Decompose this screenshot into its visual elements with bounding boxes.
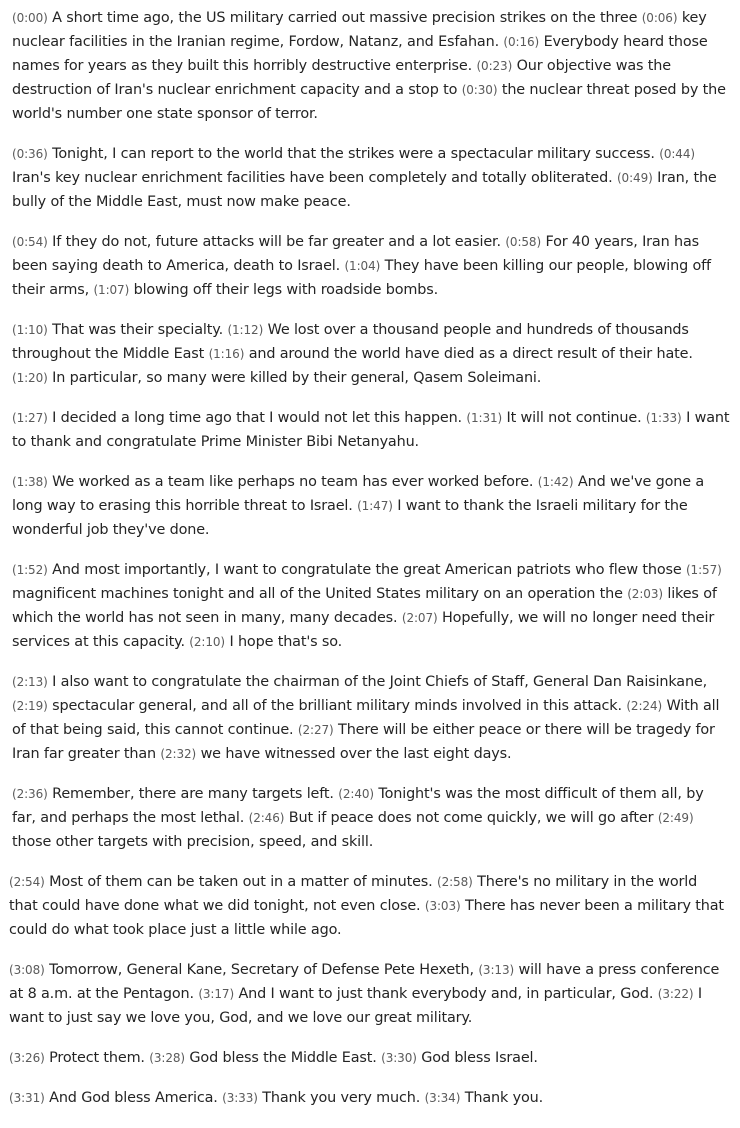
transcript-text: we have witnessed over the last eight days. (196, 746, 512, 762)
timestamp: (2:32) (160, 747, 197, 761)
transcript-text: They have been killing our people, blowing off their arms, (12, 258, 711, 298)
transcript-text: Tonight's was the most difficult of them all, by far, and perhaps the most lethal. (12, 786, 704, 826)
timestamp: (3:30) (381, 1051, 417, 1065)
timestamp: (1:27) (12, 411, 48, 425)
timestamp: (0:36) (12, 147, 48, 161)
timestamp: (1:57) (685, 563, 722, 577)
transcript-paragraph (12, 558, 730, 654)
timestamp: (0:06) (641, 11, 678, 25)
timestamp: (2:24) (626, 699, 663, 713)
transcript-paragraph (12, 406, 730, 454)
timestamp: (0:58) (505, 235, 542, 249)
transcript-text: And I want to just thank everybody and, in particular, God. (234, 986, 658, 1002)
timestamp: (3:33) (222, 1091, 258, 1105)
transcript-text: That was their specialty. (47, 322, 228, 338)
transcript-text: I want to just say we love you, God, and we love our great military. (9, 986, 702, 1026)
timestamp: (1:07) (93, 283, 130, 297)
transcript-text: I decided a long time ago that I would not let this happen. (47, 410, 467, 426)
transcript-text: God bless Israel. (416, 1050, 538, 1066)
timestamp: (1:33) (645, 411, 682, 425)
timestamp: (0:49) (616, 171, 653, 185)
transcript-paragraph (12, 6, 730, 126)
timestamp: (3:03) (424, 899, 461, 913)
transcript-text: those other targets with precision, speed, and skill. (12, 834, 374, 850)
transcript-text: There's no military in the world that could have done what we did tonight, not even close. (9, 874, 698, 914)
transcript-text: Everybody heard those names for years as they built this horribly destructive enterprise. (12, 34, 708, 74)
transcript-paragraph (12, 470, 730, 542)
timestamp: (2:19) (12, 699, 48, 713)
transcript-text: God bless the Middle East. (185, 1050, 382, 1066)
transcript-text: And most importantly, I want to congratulate the great American patriots who flew those (47, 562, 686, 578)
timestamp: (1:10) (12, 323, 48, 337)
transcript-text: Protect them. (44, 1050, 150, 1066)
timestamp: (2:27) (297, 723, 334, 737)
timestamp: (3:08) (9, 963, 45, 977)
timestamp: (3:34) (424, 1091, 461, 1105)
transcript-paragraph (9, 870, 730, 942)
transcript-text: There has never been a military that could do what took place just a little while ago. (9, 898, 724, 938)
timestamp: (1:52) (12, 563, 48, 577)
timestamp: (3:13) (478, 963, 515, 977)
transcript-paragraph (12, 318, 730, 390)
transcript-text: Hopefully, we will no longer need their services at this capacity. (12, 610, 715, 650)
timestamp: (2:54) (9, 875, 45, 889)
transcript-paragraph (9, 1086, 730, 1110)
timestamp: (2:07) (401, 611, 438, 625)
timestamp: (2:58) (437, 875, 473, 889)
transcript-text: will have a press conference at 8 a.m. at the Pentagon. (9, 962, 720, 1002)
transcript-text: Tomorrow, General Kane, Secretary of Defense Pete Hexeth, (44, 962, 479, 978)
transcript-text: key nuclear facilities in the Iranian regime, Fordow, Natanz, and Esfahan. (12, 10, 707, 50)
timestamp: (1:16) (208, 347, 245, 361)
transcript-text: Iran's key nuclear enrichment facilities have been completely and totally obliterated. (12, 170, 617, 186)
transcript-text: I also want to congratulate the chairman of the Joint Chiefs of Staff, General Dan Raisinkane, (47, 674, 708, 690)
timestamp: (3:31) (9, 1091, 45, 1105)
transcript-text: With all of that being said, this cannot continue. (12, 698, 720, 738)
transcript-text: and around the world have died as a direct result of their hate. (244, 346, 693, 362)
timestamp: (3:17) (198, 987, 235, 1001)
timestamp: (1:47) (357, 499, 393, 513)
transcript-text: blowing off their legs with roadside bombs. (129, 282, 439, 298)
transcript-text: likes of which the world has not seen in many, many decades. (12, 586, 717, 626)
transcript-text: Thank you very much. (257, 1090, 425, 1106)
timestamp: (2:03) (627, 587, 663, 601)
timestamp: (0:44) (659, 147, 695, 161)
transcript-paragraph (12, 142, 730, 214)
timestamp: (1:42) (537, 475, 574, 489)
transcript-text: A short time ago, the US military carried out massive precision strikes on the three (47, 10, 642, 26)
timestamp: (1:38) (12, 475, 48, 489)
timestamp: (2:40) (338, 787, 374, 801)
timestamp: (3:28) (149, 1051, 185, 1065)
transcript-paragraph (9, 1046, 730, 1070)
timestamp: (3:22) (657, 987, 694, 1001)
transcript-text: I hope that's so. (225, 634, 343, 650)
timestamp: (2:10) (189, 635, 226, 649)
transcript-text: In particular, so many were killed by their general, Qasem Soleimani. (47, 370, 542, 386)
transcript-text: Iran, the bully of the Middle East, must now make peace. (12, 170, 717, 210)
transcript-text: I want to thank the Israeli military for the wonderful job they've done. (12, 498, 688, 538)
transcript-text: If they do not, future attacks will be far greater and a lot easier. (47, 234, 506, 250)
transcript-text: magnificent machines tonight and all of the United States military on an operation the (12, 586, 628, 602)
timestamp: (0:54) (12, 235, 48, 249)
transcript-text: But if peace does not come quickly, we will go after (284, 810, 658, 826)
timestamp: (2:46) (248, 811, 285, 825)
timestamp: (3:26) (9, 1051, 45, 1065)
transcript-text: There will be either peace or there will be tragedy for Iran far greater than (12, 722, 715, 762)
transcript-paragraph (12, 230, 730, 302)
transcript-text: And we've gone a long way to erasing this horrible threat to Israel. (12, 474, 705, 514)
transcript-text: We lost over a thousand people and hundreds of thousands throughout the Middle East (12, 322, 689, 362)
timestamp: (0:16) (503, 35, 540, 49)
transcript-text: For 40 years, Iran has been saying death to America, death to Israel. (12, 234, 699, 274)
transcript-text: the nuclear threat posed by the world's number one state sponsor of terror. (12, 82, 726, 122)
transcript-text: Our objective was the destruction of Iran's nuclear enrichment capacity and a stop to (12, 58, 671, 98)
timestamp: (0:00) (12, 11, 48, 25)
timestamp: (1:04) (344, 259, 381, 273)
timestamp: (2:49) (657, 811, 694, 825)
timestamp: (2:36) (12, 787, 48, 801)
transcript-text: Thank you. (460, 1090, 543, 1106)
transcript-text: Most of them can be taken out in a matter of minutes. (44, 874, 437, 890)
transcript-text: Remember, there are many targets left. (47, 786, 339, 802)
timestamp: (1:20) (12, 371, 48, 385)
timestamp: (0:23) (476, 59, 513, 73)
transcript-text: I want to thank and congratulate Prime Minister Bibi Netanyahu. (12, 410, 730, 450)
transcript-paragraph (12, 670, 730, 766)
timestamp: (0:30) (461, 83, 498, 97)
transcript-text: It will not continue. (502, 410, 646, 426)
transcript-paragraph (12, 782, 730, 854)
transcript-paragraph (9, 958, 730, 1030)
timestamp: (1:12) (227, 323, 264, 337)
transcript-text: Tonight, I can report to the world that the strikes were a spectacular military success. (47, 146, 660, 162)
transcript-text: We worked as a team like perhaps no team has ever worked before. (47, 474, 538, 490)
transcript-text: spectacular general, and all of the brilliant military minds involved in this attack. (47, 698, 627, 714)
transcript-text: And God bless America. (44, 1090, 223, 1106)
timestamp: (1:31) (466, 411, 503, 425)
timestamp: (2:13) (12, 675, 48, 689)
